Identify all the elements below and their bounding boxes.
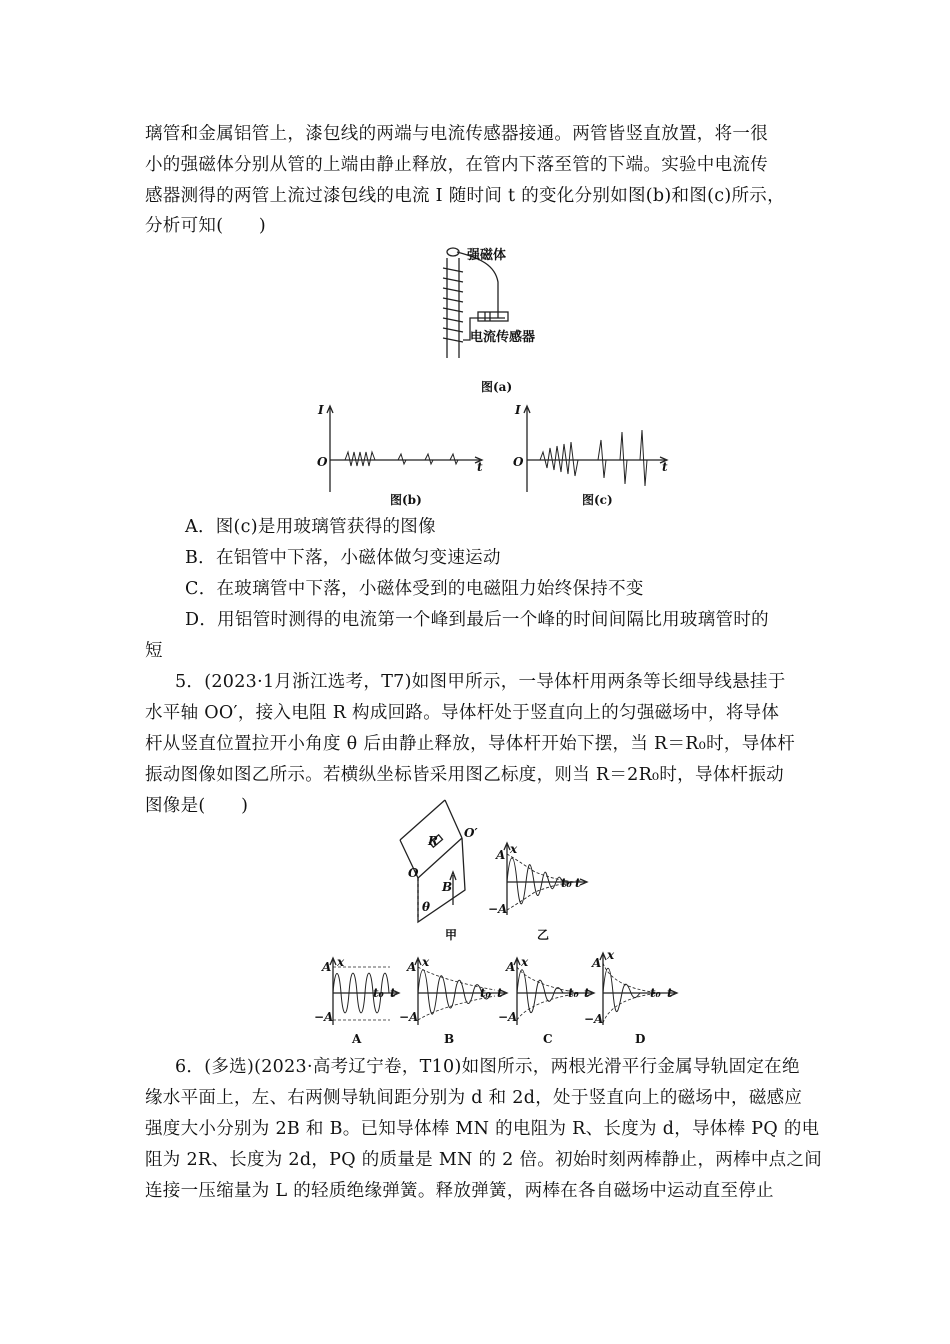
choice-a-y: x	[337, 955, 345, 969]
q4-option-d-cont: 短	[145, 641, 163, 661]
figure-c-caption: 图(c)	[582, 493, 613, 507]
yi-amp-pos: A	[496, 848, 506, 862]
q4-line-3: 感器测得的两管上流过漆包线的电流 I 随时间 t 的变化分别如图(b)和图(c)所示，	[145, 186, 785, 206]
yi-amp-neg: −A	[488, 902, 508, 916]
q5-line-2: 水平轴 OO′，接入电阻 R 构成回路。导体杆处于竖直向上的匀强磁场中，将导体	[145, 703, 780, 723]
q4-line-1: 璃管和金属铝管上，漆包线的两端与电流传感器接通。两管皆竖直放置，将一很	[145, 124, 768, 144]
choice-a-t0: t₀	[373, 986, 384, 1000]
choice-d-plot	[600, 953, 677, 1025]
choice-c-x: t	[584, 986, 590, 1000]
figure-yi-caption: 乙	[537, 928, 550, 942]
jia-label-o-prime: O′	[464, 826, 478, 840]
magnet-label: 强磁体	[467, 248, 507, 263]
choice-c-caption: C	[543, 1032, 553, 1046]
q4-line-2: 小的强磁体分别从管的上端由静止释放，在管内下落至管的下端。实验中电流传	[145, 155, 768, 175]
choice-b-caption: B	[444, 1032, 455, 1046]
choice-c-amp-pos: A	[506, 960, 516, 974]
jia-label-theta: θ	[422, 900, 431, 914]
q4-line-4: 分析可知( )	[145, 216, 267, 236]
jia-label-o: O	[408, 866, 419, 880]
jia-label-b: B	[442, 880, 453, 894]
q5-line-4: 振动图像如图乙所示。若横纵坐标皆采用图乙标度，则当 R＝2R₀时，导体杆振动	[145, 765, 784, 785]
jia-label-r: R	[428, 834, 438, 848]
figure-b-y-label: I	[318, 403, 324, 417]
yi-x-label: t	[575, 876, 581, 890]
choice-a-amp-neg: −A	[314, 1010, 334, 1024]
choice-c-t0: t₀	[568, 986, 579, 1000]
choice-a-amp-pos: A	[322, 960, 332, 974]
choice-b-x: t	[497, 986, 503, 1000]
choice-a-caption: A	[352, 1032, 362, 1046]
q6-line-1: 6．(多选)(2023·高考辽宁卷，T10)如图所示，两根光滑平行金属导轨固定在绝	[175, 1057, 800, 1077]
yi-t0: t₀	[561, 876, 572, 890]
q4-option-b: B．在铝管中下落，小磁体做匀变速运动	[185, 548, 501, 568]
figure-b-caption: 图(b)	[390, 493, 422, 507]
figure-b-origin: O	[317, 455, 328, 469]
figure-c-y-label: I	[515, 403, 521, 417]
q6-line-4: 阻为 2R、长度为 2d，PQ 的质量是 MN 的 2 倍。初始时刻两棒静止，两棒中点之间	[145, 1150, 823, 1170]
choice-b-amp-pos: A	[407, 960, 417, 974]
choice-d-amp-neg: −A	[584, 1012, 604, 1026]
q5-line-3: 杆从竖直位置拉开小角度 θ 后由静止释放，导体杆开始下摆，当 R＝R₀时，导体杆	[145, 734, 796, 754]
choice-c-amp-neg: −A	[498, 1010, 518, 1024]
q4-option-a: A．图(c)是用玻璃管获得的图像	[185, 517, 436, 537]
figure-b-plot	[327, 406, 482, 492]
q5-line-1: 5．(2023·1月浙江选考，T7)如图甲所示，一导体杆用两条等长细导线悬挂于	[175, 672, 786, 692]
sensor-label: 电流传感器	[470, 330, 536, 345]
choice-d-x: t	[667, 986, 673, 1000]
q4-option-c: C．在玻璃管中下落，小磁体受到的电磁阻力始终保持不变	[185, 579, 644, 599]
choice-c-y: x	[521, 955, 529, 969]
figure-c-origin: O	[513, 455, 524, 469]
choice-d-amp-pos: A	[592, 956, 602, 970]
figure-c-plot	[524, 406, 667, 492]
figure-jia-diagram	[400, 800, 465, 922]
choice-d-y: x	[607, 948, 615, 962]
q6-line-5: 连接一压缩量为 L 的轻质绝缘弹簧。释放弹簧，两棒在各自磁场中运动直至停止	[145, 1181, 774, 1201]
figure-a-caption: 图(a)	[481, 380, 513, 394]
figure-b-x-label: t	[477, 460, 483, 474]
figure-jia-caption: 甲	[445, 928, 458, 942]
choice-d-t0: t₀	[650, 986, 661, 1000]
q6-line-3: 强度大小分别为 2B 和 B。已知导体棒 MN 的电阻为 R、长度为 d，导体棒 PQ 的电	[145, 1119, 820, 1139]
yi-y-label: x	[510, 842, 518, 856]
choice-a-x: t	[390, 986, 396, 1000]
choice-b-amp-neg: −A	[399, 1010, 419, 1024]
choice-b-y: x	[422, 955, 430, 969]
q4-option-d: D．用铝管时测得的电流第一个峰到最后一个峰的时间间隔比用玻璃管时的	[185, 610, 769, 630]
q6-line-2: 缘水平面上，左、右两侧导轨间距分别为 d 和 2d，处于竖直向上的磁场中，磁感应	[145, 1088, 803, 1108]
choice-b-t0: t₀	[480, 986, 491, 1000]
choice-d-caption: D	[635, 1032, 646, 1046]
q5-line-5: 图像是( )	[145, 796, 249, 816]
figure-c-x-label: t	[662, 460, 668, 474]
